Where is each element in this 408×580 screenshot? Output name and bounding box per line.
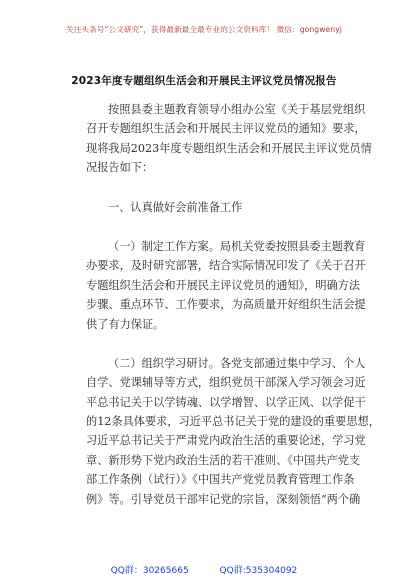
paragraph-line: 平总书记关于以学铸魂、以学增智、以学正风、以学促干	[86, 395, 366, 409]
document-title: 2023年度专题组织生活会和开展民主评议党员情况报告	[71, 75, 337, 87]
paragraph-line: 步骤、重点环节、工作要求，为高质量开好组织生活会提	[86, 298, 366, 312]
paragraph-line: 部工作条例（试行）》《中国共产党党员教育管理工作条	[86, 473, 355, 487]
footer-contact	[0, 563, 408, 576]
paragraph-line: 的12条具体要求，习近平总书记关于党的建设的重要思想，	[86, 415, 380, 429]
paragraph-line: 况报告如下：	[86, 161, 154, 175]
qq-group-2: QQ群:535304092	[219, 566, 298, 576]
paragraph-line: （一）制定工作方案。局机关党委按照县委主题教育	[108, 239, 366, 253]
paragraph-line: 专题组织生活会和开展民主评议党员的通知》，明确方法	[86, 278, 361, 292]
qq-group-1: QQ群：30265665	[110, 566, 189, 576]
paragraph-line: （二）组织学习研讨。各党支部通过集中学习、个人	[108, 356, 366, 370]
paragraph-line: 按照县委主题教育领导小组办公室《关于基层党组织	[108, 103, 366, 116]
watermark-banner: 关注头条号“公文研究”，获得最新最全最专业的公文资料库！ 微信：gongwenyj	[66, 25, 342, 34]
section-heading: 一、认真做好会前准备工作	[108, 200, 243, 214]
paragraph-line: 办要求，及时研究部署，结合实际情况印发了《关于召开	[86, 259, 366, 273]
paragraph-line: 召开专题组织生活会和开展民主评议党员的通知》要求，	[86, 122, 366, 136]
paragraph-line: 供了有力保证。	[86, 317, 165, 331]
paragraph-line: 例》等。引导党员干部牢记党的宗旨，深刻领悟“两个确	[86, 492, 361, 506]
paragraph-line: 现将我局2023年度专题组织生活会和开展民主评议党员情	[86, 141, 372, 155]
paragraph-line: 章、新形势下党内政治生活的若干准则、《中国共产党支	[86, 453, 361, 467]
document-body	[86, 100, 380, 509]
paragraph-line: 习近平总书记关于严肃党内政治生活的重要论述，学习党	[86, 434, 366, 448]
paragraph-line: 自学、党课辅导等方式，组织党员干部深入学习领会习近	[86, 376, 366, 390]
